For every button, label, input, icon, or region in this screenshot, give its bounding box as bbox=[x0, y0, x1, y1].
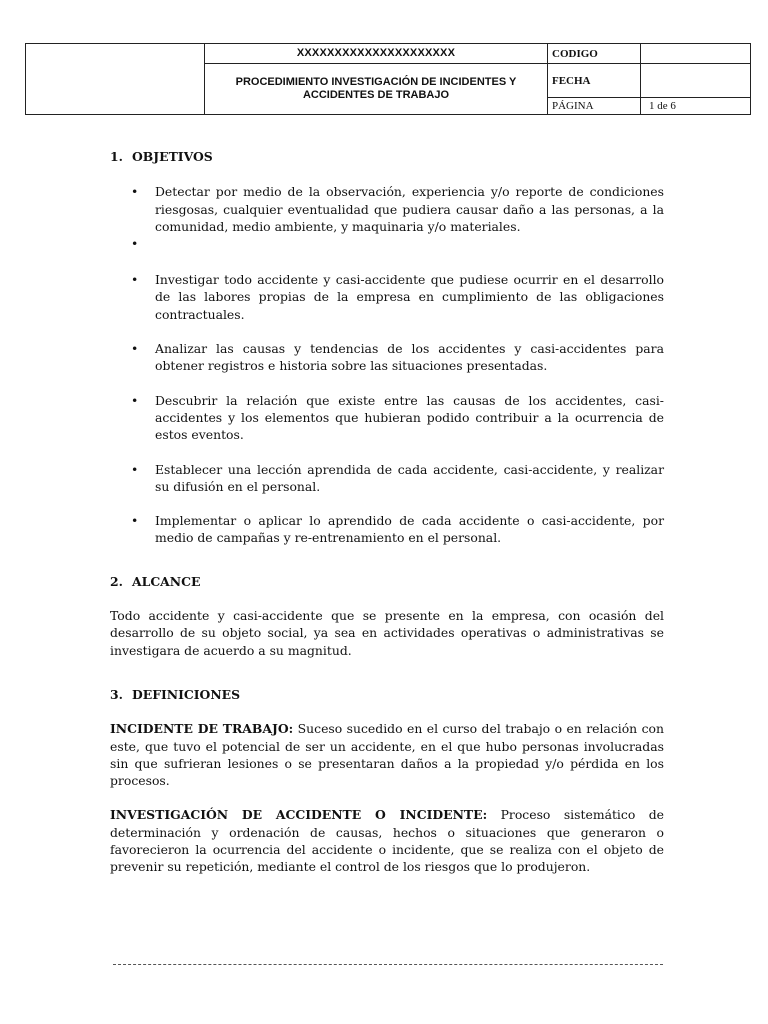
document-header-table bbox=[25, 43, 751, 115]
definition-incidente-trabajo bbox=[110, 720, 664, 789]
bullet-icon: • bbox=[131, 236, 139, 252]
bullet-icon: • bbox=[131, 461, 139, 477]
bullet-icon: • bbox=[131, 341, 139, 357]
codigo-label: CODIGO bbox=[548, 44, 641, 64]
bullet-text: Investigar todo accidente y casi-accidente que pudiese ocurrir en el desarrollo de las labores propias de la empresa en cumplimiento de las obligaciones contractuales. bbox=[155, 272, 664, 322]
section-title: DEFINICIONES bbox=[132, 686, 241, 702]
bullet-text: Analizar las causas y tendencias de los accidentes y casi-accidentes para obtener registros e historia sobre las situaciones presentadas. bbox=[155, 341, 664, 374]
objective-bullet-empty bbox=[110, 235, 664, 252]
definition-term: INVESTIGACIÓN DE ACCIDENTE O INCIDENTE: bbox=[110, 807, 488, 823]
section-number: 2. bbox=[110, 573, 123, 589]
document-body bbox=[110, 148, 664, 876]
section-heading-alcance bbox=[110, 573, 664, 590]
section-number: 1. bbox=[110, 149, 123, 164]
bullet-icon: • bbox=[131, 392, 139, 408]
section-heading-objetivos bbox=[110, 148, 664, 165]
objective-bullet bbox=[110, 461, 664, 496]
bullet-icon: • bbox=[131, 184, 139, 200]
document-code-placeholder: XXXXXXXXXXXXXXXXXXXXX bbox=[205, 44, 548, 64]
bullet-text: Implementar o aplicar lo aprendido de cada accidente o casi-accidente, por medio de campañas y re-entrenamiento en el personal. bbox=[155, 513, 664, 546]
bullet-text: Detectar por medio de la observación, experiencia y/o reporte de condiciones riesgosas, cualquier eventualidad que pudiera causar daño a las personas, a la comunidad, medio ambiente, y maquinaria y/o materiales. bbox=[155, 184, 664, 234]
pagina-label: PÁGINA bbox=[548, 98, 641, 115]
section-heading-definiciones bbox=[110, 686, 664, 703]
definition-investigacion bbox=[110, 806, 664, 875]
fecha-value bbox=[641, 64, 751, 98]
objective-bullet bbox=[110, 183, 664, 235]
bullet-icon: • bbox=[131, 272, 139, 288]
document-title-line1: PROCEDIMIENTO INVESTIGACIÓN DE INCIDENTES Y bbox=[235, 76, 517, 88]
alcance-paragraph: Todo accidente y casi-accidente que se presente en la empresa, con ocasión del desarrollo de su objeto social, ya sea en actividades operativas o administrativas se investigara de acuerdo a su magnitud. bbox=[110, 608, 664, 658]
bullet-icon: • bbox=[131, 513, 139, 529]
footer-dashed-divider bbox=[113, 964, 663, 965]
document-title bbox=[205, 64, 548, 115]
objective-bullet bbox=[110, 271, 664, 323]
objective-bullet bbox=[110, 512, 664, 547]
section-title: ALCANCE bbox=[132, 573, 201, 589]
definition-term: INCIDENTE DE TRABAJO: bbox=[110, 721, 294, 737]
pagina-value: 1 de 6 bbox=[641, 98, 751, 115]
bullet-text: Establecer una lección aprendida de cada accidente, casi-accidente, y realizar su difusión en el personal. bbox=[155, 461, 664, 494]
document-title-line2: ACCIDENTES DE TRABAJO bbox=[302, 89, 450, 101]
bullet-text: Descubrir la relación que existe entre las causas de los accidentes, casi-accidentes y los elementos que hubieran podido contribuir a la ocurrencia de estos eventos. bbox=[155, 392, 664, 443]
definition-text: Proceso sistemático de determinación y ordenación de causas, hechos o situaciones que generaron o favorecieron la ocurrencia del accidente o incidente, que se realiza con el objeto de prevenir su repetición, mediante el control de los riesgos que lo produjeron. bbox=[110, 807, 664, 875]
section-title: OBJETIVOS bbox=[132, 149, 213, 164]
logo-cell bbox=[26, 44, 205, 115]
objective-bullet bbox=[110, 340, 664, 375]
section-number: 3. bbox=[110, 686, 123, 702]
objective-bullet bbox=[110, 392, 664, 444]
definition-text: Suceso sucedido en el curso del trabajo o en relación con este, que tuvo el potencial de ser un accidente, en el que hubo personas involucradas sin que sufrieran lesiones o se presentaran daños a la propiedad y/o pérdida en los procesos. bbox=[110, 721, 664, 789]
codigo-value bbox=[641, 44, 751, 64]
fecha-label: FECHA bbox=[548, 64, 641, 98]
